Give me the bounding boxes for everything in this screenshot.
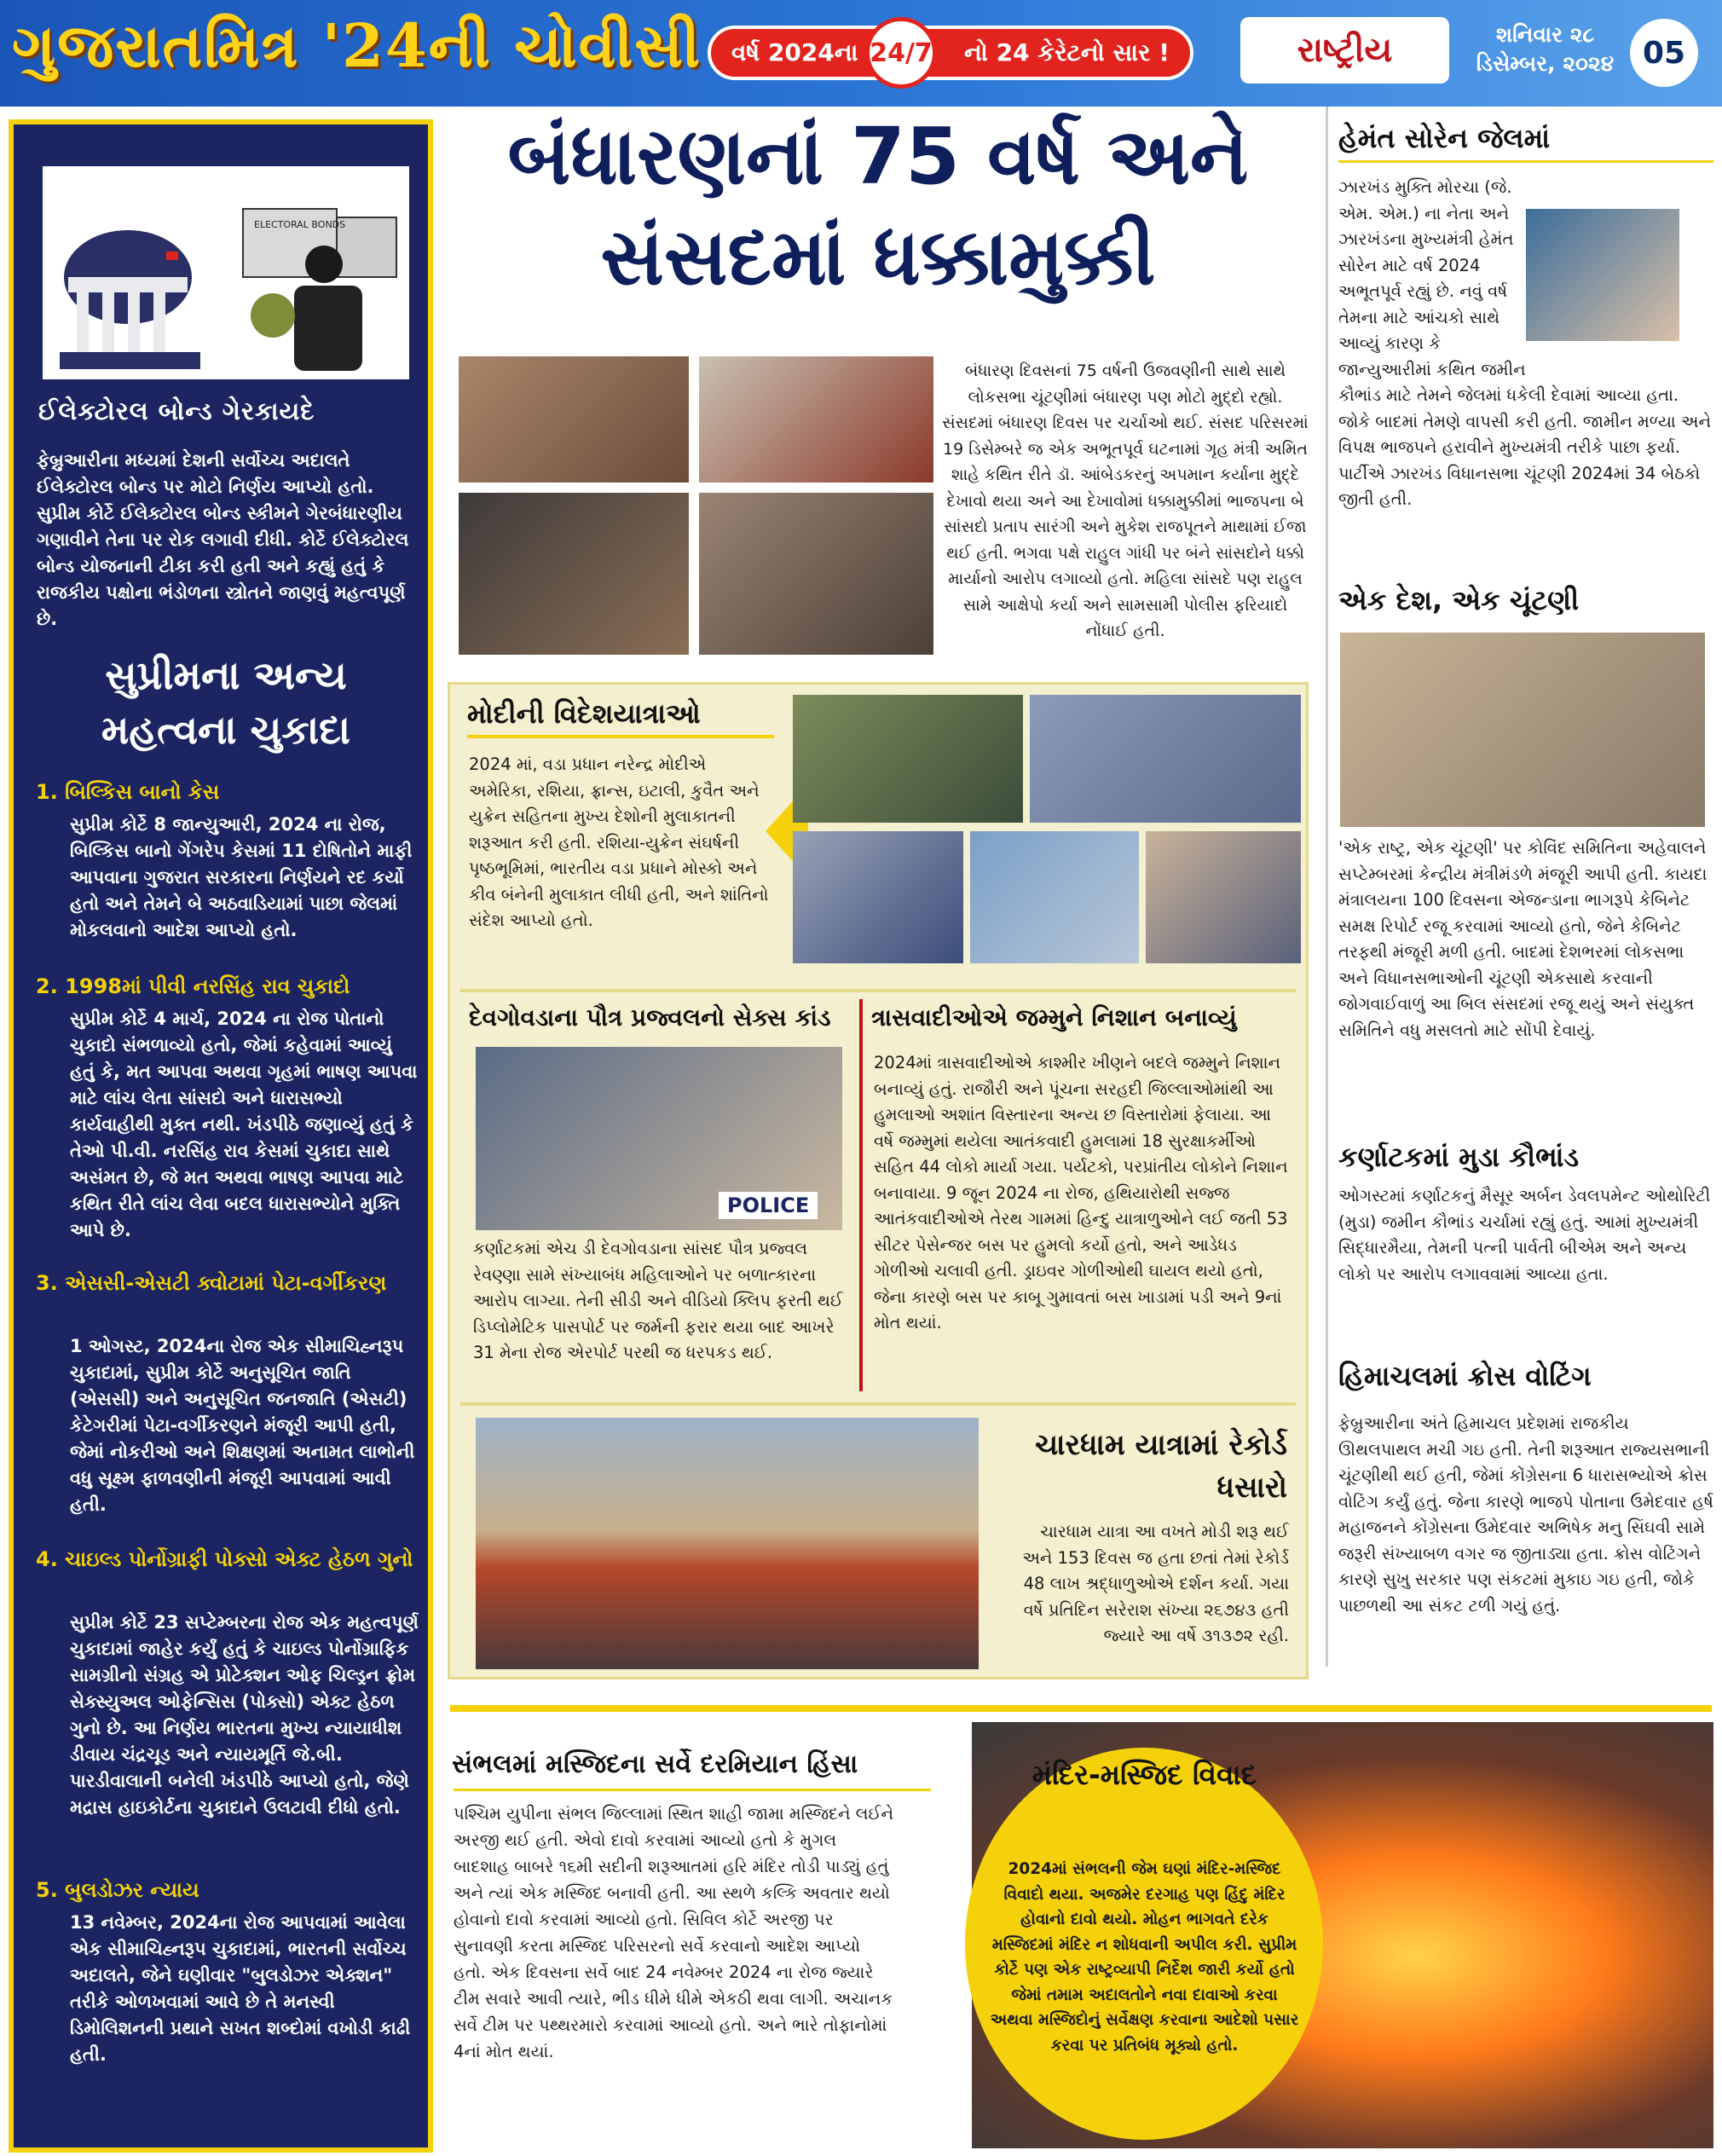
jammu-terror-title: ત્રાસવાદીઓએ જમ્મુને નિશાન બનાવ્યું	[871, 1003, 1237, 1032]
muda-scam-title: કર્ણાટકમાં મુડા કૌભાંડ	[1338, 1141, 1580, 1173]
himachal-crossvote-text: ફેબ્રુઆરીના અંતે હિમાચલ પ્રદેશમાં રાજકીય ઊથલપાથલ મચી ગઇ હતી. તેની શરૂઆત રાજ્યસભાની ચૂંટણીથી થઈ હતી, જેમાં કોંગ્રેસના 6 ધારાસભ્યોએ ક્રોસ વોટિંગ કર્યું હતું. જેના કારણે ભાજપે પોતાના ઉમેદવાર હર્ષ મહાજનને કોંગ્રેસના ઉમેદવાર અભિષેક મનુ સિંઘવી સામે જરૂરી સંખ્યાબળ વગર જ જીતાડ્યા હતા. ક્રોસ વોટિંગને કારણે સુખુ સરકાર પણ સંકટમાં મુકાઇ ગઇ હતી, જોકે પાછળથી આ સંકટ ટળી ગયું હતું.	[1338, 1413, 1713, 1616]
chardham-text: ચારધામ યાત્રા આ વખતે મોડી શરૂ થઈ અને 153 દિવસ જ હતા છતાં તેમાં રેકોર્ડ 48 લાખ શ્રદ્ધાળુઓએ દર્શન કર્યા. ગયા વર્ષે પ્રતિદિન સરેરાશ સંખ્યા ૨૬૭૪૩ હતી જ્યારે આ વર્ષે ૩૧૩૭૨ રહી.	[1022, 1522, 1289, 1645]
sidebar-item-text: 13 નવેમ્બર, 2024ના રોજ આપવામાં આવેલા એક સીમાચિહ્નરૂપ ચુકાદામાં, ભારતની સર્વોચ્ચ અદાલતે, જેને ઘણીવાર "બુલડોઝર એક્શન" તરીકે ઓળખવામાં આવે છે તે મનસ્વી ડિમોલિશનની પ્રથાને સખત શબ્દોમાં વખોડી કાઢી હતી.	[70, 1912, 411, 2065]
main-headline: બંધારણનાં 75 વર્ષ અને સંસદમાં ધક્કામુક્કી	[507, 111, 1249, 303]
electoral-bonds-illustration	[43, 166, 409, 379]
clock-icon: 24/7	[865, 17, 937, 89]
tagline-right: નો 24 કેરેટનો સાર !	[963, 38, 1170, 66]
hemant-soren-title: હેમંત સોરેન જેલમાં	[1338, 122, 1551, 154]
sidebar-item-title: 3. એસસી-એસટી ક્વોટામાં પેટા-વર્ગીકરણ	[36, 1271, 387, 1295]
sidebar-item-text: સુપ્રીમ કોર્ટે 23 સપ્ટેમ્બરના રોજ એક મહત્વપૂર્ણ ચુકાદામાં જાહેર કર્યું હતું કે ચાઇલ્ડ પોર્નોગ્રાફિક સામગ્રીનો સંગ્રહ એ પ્રોટેક્શન ઓફ ચિલ્ડ્રન ફ્રોમ સેક્સ્યુઅલ ઓફેન્સિસ (પોક્સો) એક્ટ હેઠળ ગુનો છે. આ નિર્ણય ભારતના મુખ્ય ન્યાયાધીશ ડીવાય ચંદ્રચૂડ અને ન્યાયમૂર્તિ જે.બી. પારડીવાલાની બનેલી ખંડપીઠે આપ્યો હતો, જેણે મદ્રાસ હાઇકોર્ટના ચુકાદાને ઉલટાવી દીધો હતો.	[70, 1612, 419, 1818]
sidebar-item-title: 5. બુલડોઝર ન્યાય	[36, 1878, 199, 1902]
court-and-bonds-icon	[43, 166, 409, 379]
sidebar-item-title: 1. બિલ્કિસ બાનો કેસ	[36, 780, 220, 804]
column-divider	[1326, 107, 1328, 1667]
electoral-bonds-label: ELECTORAL BONDS	[254, 219, 346, 230]
tagline-left: વર્ષ 2024ના	[731, 38, 858, 66]
mandir-masjid-text: 2024માં સંભલની જેમ ઘણાં મંદિર-મસ્જિદ વિવાદો થયા. અજમેર દરગાહ પણ હિંદુ મંદિર હોવાનો દાવો થયો. મોહન ભાગવતે દરેક મસ્જિદમાં મંદિર ન શોધવાની અપીલ કરી. સુપ્રીમ કોર્ટે પણ એક રાષ્ટ્રવ્યાપી નિર્દેશ જારી કર્યો હતો જેમાં તમામ અદાલતોને નવા દાવાઓ કરવા અથવા મસ્જિદોનું સર્વેક્ષણ કરવાના આદેશો પસાર કરવા પર પ્રતિબંધ મૂક્યો હતો.	[990, 1860, 1299, 2055]
modi-putin-photo	[793, 831, 963, 963]
title-underline	[454, 1789, 931, 1791]
title-underline	[467, 735, 774, 738]
ambedkar-protest-photo	[459, 493, 689, 655]
sidebar-item-text: સુપ્રીમ કોર્ટે 4 માર્ચ, 2024 ના રોજ પોતાનો ચુકાદો સંભળાવ્યો હતો, જેમાં કહેવામાં આવ્યું હતું કે, મત આપવા અથવા ગૃહમાં ભાષણ આપવા માટે લાંચ લેતા સાંસદો અને ધારાસભ્યો કાર્યવાહીથી મુક્ત નથી. ખંડપીઠે જણાવ્યું હતું કે તેઓ પી.વી. નરસિંહ રાવ કેસમાં ચુકાદા સાથે અસંમત છે, જે મત અથવા ભાષણ આપવા માટે કથિત રીતે લાંચ લેવા બદલ ધારાસભ્યોને મુક્તિ આપે છે.	[70, 1009, 418, 1240]
modi-biden-photo	[1146, 831, 1301, 963]
police-sign-text: POLICE	[719, 1192, 818, 1219]
bottom-divider	[450, 1705, 1712, 1712]
issue-month-year: ડિસેમ્બર, ૨૦૨૪	[1476, 51, 1615, 76]
prajwal-case-title: દેવગોવડાના પૌત્ર પ્રજ્વલનો સેક્સ કાંડ	[469, 1003, 831, 1032]
hemant-soren-text-body: ઝારખંડ મુક્તિ મોરચા (જે. એમ. એમ.) ના નેતા અને ઝારખંડના મુખ્યમંત્રી હેમંત સોરેન માટે વર્ષ 2024 અભૂતપૂર્વ રહ્યું છે. નવું વર્ષ તેમના માટે આંચકો સાથે આવ્યું કારણ કે જાન્યુઆરીમાં કથિત જમીન કૌભાંડ માટે તેમને જેલમાં ધકેલી દેવામાં આવ્યા હતા. જોકે બાદમાં તેમણે વાપસી કરી હતી. જામીન મળ્યા અને વિપક્ષ ભાજપને હરાવીને મુખ્યમંત્રી તરીકે પાછા ફર્યા. પાર્ટીએ ઝારખંડ વિધાનસભા ચૂંટણી 2024માં 34 બેઠકો જીતી હતી.	[1338, 177, 1712, 509]
one-nation-text: 'એક રાષ્ટ્ર, એક ચૂંટણી' પર કોવિંદ સમિતિના અહેવાલને સપ્ટેમ્બરમાં કેન્દ્રીય મંત્રીમંડળે મંજૂરી આપી હતી. કાયદા મંત્રાલયના 100 દિવસના એજન્ડાના ભાગરૂપે કેબિનેટ સમક્ષ રિપોર્ટ રજૂ કરવામાં આવ્યો હતો, જેને કેબિનેટ તરફથી મંજૂરી મળી હતી. બાદમાં દેશભરમાં લોકસભા અને વિધાનસભાઓની ચૂંટણી એકસાથે કરવાની જોગવાઈવાળું આ બિલ સંસદમાં રજૂ થયું અને સંયુક્ત સમિતિને વધુ મસલતો માટે સોંપી દેવાયું.	[1338, 838, 1708, 1040]
sidebar-item-text: 1 ઓગસ્ટ, 2024ના રોજ એક સીમાચિહ્નરૂપ ચુકાદામાં, સુપ્રીમ કોર્ટે અનુસૂચિત જાતિ (એસસી) અને અનુસૂચિત જનજાતિ (એસટી) કેટેગરીમાં પેટા-વર્ગીકરણને મંજૂરી આપી હતી, જેમાં નોકરીઓ અને શિક્ષણમાં અનામત લાભોની વધુ સૂક્ષ્મ ફાળવણીની મંજૂરી આપવામાં આવી હતી.	[70, 1336, 415, 1515]
one-nation-title: એક દેશ, એક ચૂંટણી	[1338, 584, 1580, 616]
modi-trips-text: 2024 માં, વડા પ્રધાન નરેન્દ્ર મોદીએ અમેરિકા, રશિયા, ફ્રાન્સ, ઇટાલી, કુવૈત અને યુક્રેન સહિતના મુખ્ય દેશોની મુલાકાતની શરૂઆત કરી હતી. રશિયા-યુક્રેન સંઘર્ષની પૃષ્ઠભૂમિમાં, ભારતીય વડા પ્રધાને મોસ્કો અને કીવ બંનેની મુલાકાત લીધી હતી, અને શાંતિનો સંદેશ આપ્યો હતો.	[469, 754, 769, 930]
kedarnath-crowd-photo	[476, 1418, 979, 1669]
title-underline	[1338, 160, 1713, 163]
one-nation-report-photo	[1340, 633, 1705, 827]
issue-date	[1466, 20, 1624, 78]
brand-logo: ગુજરાતમિત્ર '24ની ચોવીસી	[12, 10, 702, 81]
modi-trips-title: મોદીની વિદેશયાત્રાઓ	[467, 697, 701, 730]
sidebar-item-text: સુપ્રીમ કોર્ટે 8 જાન્યુઆરી, 2024 ના રોજ, બિલ્કિસ બાનો ગેંગરેપ કેસમાં 11 દોષિતોને માફી આપવાના ગુજરાત સરકારના નિર્ણયને રદ કર્યો હતો અને તેમને બે અઠવાડિયામાં પાછા જેલમાં મોકલવાનો આદેશ આપ્યો હતો.	[70, 814, 413, 940]
mandir-masjid-title: મંદિર-મસ્જિદ વિવાદ	[1031, 1758, 1257, 1791]
modi-meloni-photo	[970, 831, 1139, 963]
lead-article-text: બંધારણ દિવસનાં 75 વર્ષની ઉજવણીની સાથે સાથે લોકસભા ચૂંટણીમાં બંધારણ પણ મોટો મુદ્દો રહ્યો. સંસદમાં બંધારણ દિવસ પર ચર્ચાઓ થઈ. સંસદ પરિસરમાં 19 ડિસેમ્બરે જ એક અભૂતપૂર્વ ઘટનામાં ગૃહ મંત્રી અમિત શાહે કથિત રીતે ડૉ. આંબેડકરનું અપમાન કર્યાના મુદ્દે દેખાવો થયા અને આ દેખાવોમાં ધક્કામુક્કીમાં ભાજપના બે સાંસદો પ્રતાપ સારંગી અને મુકેશ રાજપૂતને માથામાં ઈજા થઈ હતી. ભગવા પક્ષે રાહુલ ગાંધી પર બંને સાંસદોને ધક્કો માર્યાનો આરોપ લગાવ્યો હતો. મહિલા સાંસદે પણ રાહુલ સામે આક્ષેપો કર્યા અને સામસામી પોલીસ ફરિયાદો નોંધાઈ હતી.	[942, 361, 1309, 640]
sidebar-item-title: 4. ચાઇલ્ડ પોર્નોગ્રાફી પોક્સો એક્ટ હેઠળ ગુનો	[36, 1547, 413, 1571]
column-rule-red	[859, 999, 863, 1391]
prajwal-case-text: કર્ણાટકમાં એચ ડી દેવગોવડાના સાંસદ પૌત્ર પ્રજ્વલ રેવણ્ણા સામે સંખ્યાબંધ મહિલાઓને પર બળાત્કારના આરોપ લાગ્યા. તેની સીડી અને વીડિયો ક્લિપ ફરતી થઈ ડિપ્લોમેટિક પાસપોર્ટ પર જર્મની ફરાર થયા બાદ આખરે 31 મેના રોજ એરપોર્ટ પરથી જ ધરપકડ થઈ.	[473, 1239, 843, 1362]
modi-leaders-group-photo	[1030, 695, 1301, 823]
rahul-gandhi-photo	[699, 493, 933, 655]
muda-scam-text: ઓગસ્ટમાં કર્ણાટકનું મૈસૂર અર્બન ડેવલપમેન્ટ ઓથોરિટી (મુડા) જમીન કૌભાંડ ચર્ચામાં રહ્યું હતું. આમાં મુખ્યમંત્રી સિદ્ધારમૈયા, તેમની પત્ની પાર્વતી બીએમ અને અન્ય લોકો પર આરોપ લગાવવામાં આવ્યા હતા.	[1338, 1186, 1711, 1284]
panel-divider	[460, 1402, 1296, 1406]
hemant-soren-text	[1338, 175, 1713, 513]
prajwal-arrest-photo	[476, 1047, 842, 1230]
supreme-court-title: સુપ્રીમના અન્ય મહત્વના ચુકાદા	[101, 652, 351, 753]
sidebar-item-title: 2. 1998માં પીવી નરસિંહ રાવ ચુકાદો	[36, 974, 350, 998]
modi-zelensky-photo	[793, 695, 1023, 823]
injured-mp-photo	[699, 356, 933, 483]
photo-wrap-space	[1530, 175, 1713, 358]
page-number: 05	[1630, 19, 1698, 87]
jammu-terror-text: 2024માં ત્રાસવાદીઓએ કાશ્મીર ખીણને બદલે જમ્મુને નિશાન બનાવ્યું હતું. રાજૌરી અને પૂંચના સરહદી જિલ્લાઓમાંથી આ હુમલાઓ અશાંત વિસ્તારના અન્ય છ વિસ્તારોમાં ફેલાયા. આ વર્ષે જમ્મુમાં થયેલા આતંકવાદી હુમલામાં 18 સુરક્ષાકર્મીઓ સહિત 44 લોકો માર્યા ગયા. પર્યટકો, પરપ્રાંતીય લોકોને નિશાન બનાવાયા. 9 જૂન 2024 ના રોજ, હથિયારોથી સજ્જ આતંકવાદીઓએ તેરથ ગામમાં હિન્દુ યાત્રાળુઓને લઈ જતી 53 સીટર પેસેન્જર બસ પર હુમલો કર્યો હતો, અને આડેધડ ગોળીઓ ચલાવી હતી. ડ્રાઇવર ગોળીઓથી ઘાયલ થયો હતો, જેના કારણે બસ પર કાબૂ ગુમાવતાં બસ ખાડામાં પડી અને 9નાં મોત થયાં.	[874, 1053, 1288, 1332]
issue-day: શનિવાર ૨૮	[1495, 22, 1595, 47]
parliament-crowd-photo	[459, 356, 689, 483]
sambhal-title: સંભલમાં મસ્જિદના સર્વે દરમિયાન હિંસા	[452, 1749, 858, 1779]
chardham-title: ચારધામ યાત્રામાં રેકોર્ડ ધસારો	[1034, 1428, 1287, 1505]
section-label: રાષ્ટ્રીય	[1240, 17, 1449, 84]
sambhal-text: પશ્ચિમ યુપીના સંભલ જિલ્લામાં સ્થિત શાહી જામા મસ્જિદને લઈને અરજી થઈ હતી. એવો દાવો કરવામાં આવ્યો હતો કે મુગલ બાદશાહ બાબરે ૧૬મી સદીની શરૂઆતમાં હરિ મંદિર તોડી પાડ્યું હતું અને ત્યાં એક મસ્જિદ બનાવી હતી. આ સ્થળે કલ્કિ અવતાર થયો હોવાનો દાવો કરવામાં આવ્યો હતો. સિવિલ કોર્ટે અરજી પર સુનાવણી કરતા મસ્જિદ પરિસરનો સર્વે કરવાનો આદેશ આપ્યો હતો. એક દિવસના સર્વે બાદ 24 નવેમ્બર 2024 ના રોજ જ્યારે ટીમ સવારે આવી ત્યારે, ભીડ ધીમે ધીમે એકઠી થવા લાગી. અચાનક સર્વે ટીમ પર પથ્થરમારો કરવામાં આવ્યો હતો. અને ભારે તોફાનોમાં 4નાં મોત થયાં.	[454, 1804, 894, 2061]
tagline-pill	[708, 26, 1193, 80]
electoral-bonds-text: ફેબ્રુઆરીના મધ્યમાં દેશની સર્વોચ્ચ અદાલતે ઈલેક્ટોરલ બોન્ડ પર મોટો નિર્ણય આપ્યો હતો. સુપ્રીમ કોર્ટે ઈલેક્ટોરલ બોન્ડ સ્કીમને ગેરબંધારણીય ગણાવીને તેના પર રોક લગાવી દીધી. કોર્ટે ઈલેક્ટોરલ બોન્ડ યોજનાની ટીકા કરી હતી અને કહ્યું હતું કે રાજકીય પક્ષોના ભંડોળના સ્ત્રોતને જાણવું મહત્વપૂર્ણ છે.	[37, 450, 409, 629]
electoral-bonds-title: ઈલેક્ટોરલ બોન્ડ ગેરકાયદે	[38, 396, 315, 425]
himachal-crossvote-title: હિમાચલમાં ક્રોસ વોટિંગ	[1338, 1360, 1592, 1392]
panel-divider	[460, 989, 1296, 992]
